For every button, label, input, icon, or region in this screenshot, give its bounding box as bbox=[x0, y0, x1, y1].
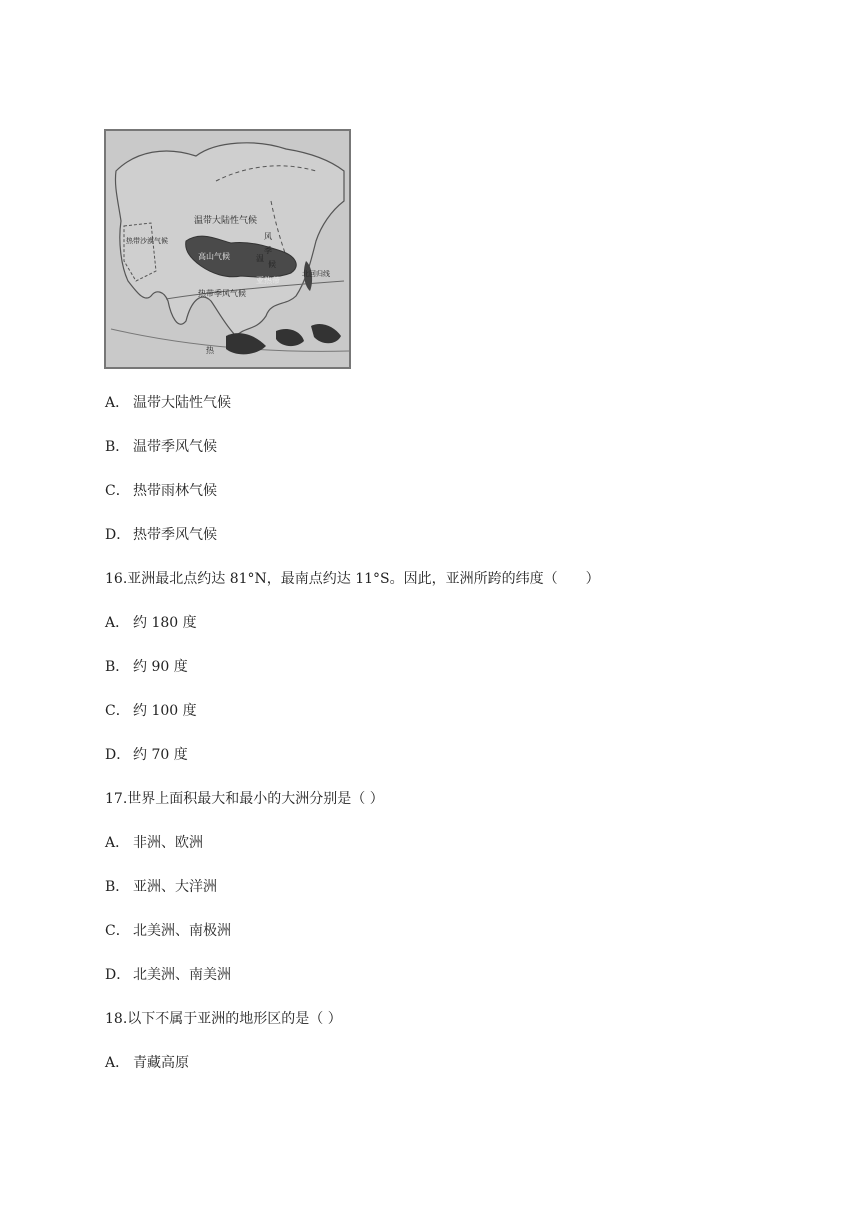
option-text: 亚洲、大洋洲 bbox=[133, 879, 217, 895]
option-text: 约 180 度 bbox=[133, 615, 197, 631]
q15-option-a[interactable] bbox=[105, 394, 231, 412]
option-text: 温带大陆性气候 bbox=[133, 395, 231, 411]
q16-question: 16.亚洲最北点约达 81°N，最南点约达 11°S。因此，亚洲所跨的纬度（ ） bbox=[105, 571, 600, 587]
q17-question: 17.世界上面积最大和最小的大洲分别是（ ） bbox=[105, 791, 384, 807]
q17-option-d[interactable] bbox=[105, 966, 231, 984]
option-label: B． bbox=[105, 439, 130, 455]
option-label: D． bbox=[105, 527, 131, 543]
q15-option-d[interactable] bbox=[105, 526, 217, 544]
q16-option-c[interactable] bbox=[105, 702, 197, 720]
label-monsoon-3: 候 bbox=[268, 260, 276, 269]
label-tropical-monsoon: 热带季风气候 bbox=[198, 289, 246, 298]
q15-option-c[interactable] bbox=[105, 482, 217, 500]
label-subtropical: 亚热带 bbox=[256, 276, 280, 285]
asia-climate-map bbox=[104, 129, 351, 369]
option-text: 约 70 度 bbox=[133, 747, 188, 763]
q15-option-b[interactable] bbox=[105, 438, 217, 456]
q17-option-b[interactable] bbox=[105, 878, 217, 896]
q16-option-a[interactable] bbox=[105, 614, 197, 632]
option-label: C． bbox=[105, 703, 130, 719]
label-tropical: 热 bbox=[206, 346, 214, 355]
label-tropic-line: 北回归线 bbox=[302, 270, 330, 278]
map-drawing bbox=[106, 131, 349, 367]
label-temperate-continental: 温带大陆性气候 bbox=[194, 216, 258, 226]
q16-option-d[interactable] bbox=[105, 746, 188, 764]
q17-option-c[interactable] bbox=[105, 922, 231, 940]
option-label: A． bbox=[105, 615, 130, 631]
option-text: 青藏高原 bbox=[133, 1055, 189, 1071]
option-label: A． bbox=[105, 395, 130, 411]
option-label: C． bbox=[105, 923, 130, 939]
option-text: 热带雨林气候 bbox=[133, 483, 217, 499]
label-monsoon-1: 风 bbox=[264, 232, 272, 241]
option-label: B． bbox=[105, 659, 130, 675]
option-text: 北美洲、南极洲 bbox=[133, 923, 231, 939]
label-monsoon-2: 季 bbox=[264, 246, 272, 255]
label-temperate-mark: 温 bbox=[256, 254, 264, 263]
option-text: 约 90 度 bbox=[133, 659, 188, 675]
label-tropical-desert: 热带沙漠气候 bbox=[126, 237, 168, 245]
option-text: 非洲、欧洲 bbox=[133, 835, 203, 851]
option-text: 北美洲、南美洲 bbox=[133, 967, 231, 983]
label-highland: 高山气候 bbox=[198, 252, 230, 261]
option-label: A． bbox=[105, 835, 130, 851]
q18-question: 18.以下不属于亚洲的地形区的是（ ） bbox=[105, 1011, 342, 1027]
q17-option-a[interactable] bbox=[105, 834, 203, 852]
q18-option-a[interactable] bbox=[105, 1054, 189, 1072]
option-text: 热带季风气候 bbox=[133, 527, 217, 543]
option-text: 温带季风气候 bbox=[133, 439, 217, 455]
q16-option-b[interactable] bbox=[105, 658, 188, 676]
option-text: 约 100 度 bbox=[133, 703, 197, 719]
option-label: D． bbox=[105, 967, 131, 983]
option-label: B． bbox=[105, 879, 130, 895]
option-label: C． bbox=[105, 483, 130, 499]
option-label: A． bbox=[105, 1055, 130, 1071]
option-label: D． bbox=[105, 747, 131, 763]
